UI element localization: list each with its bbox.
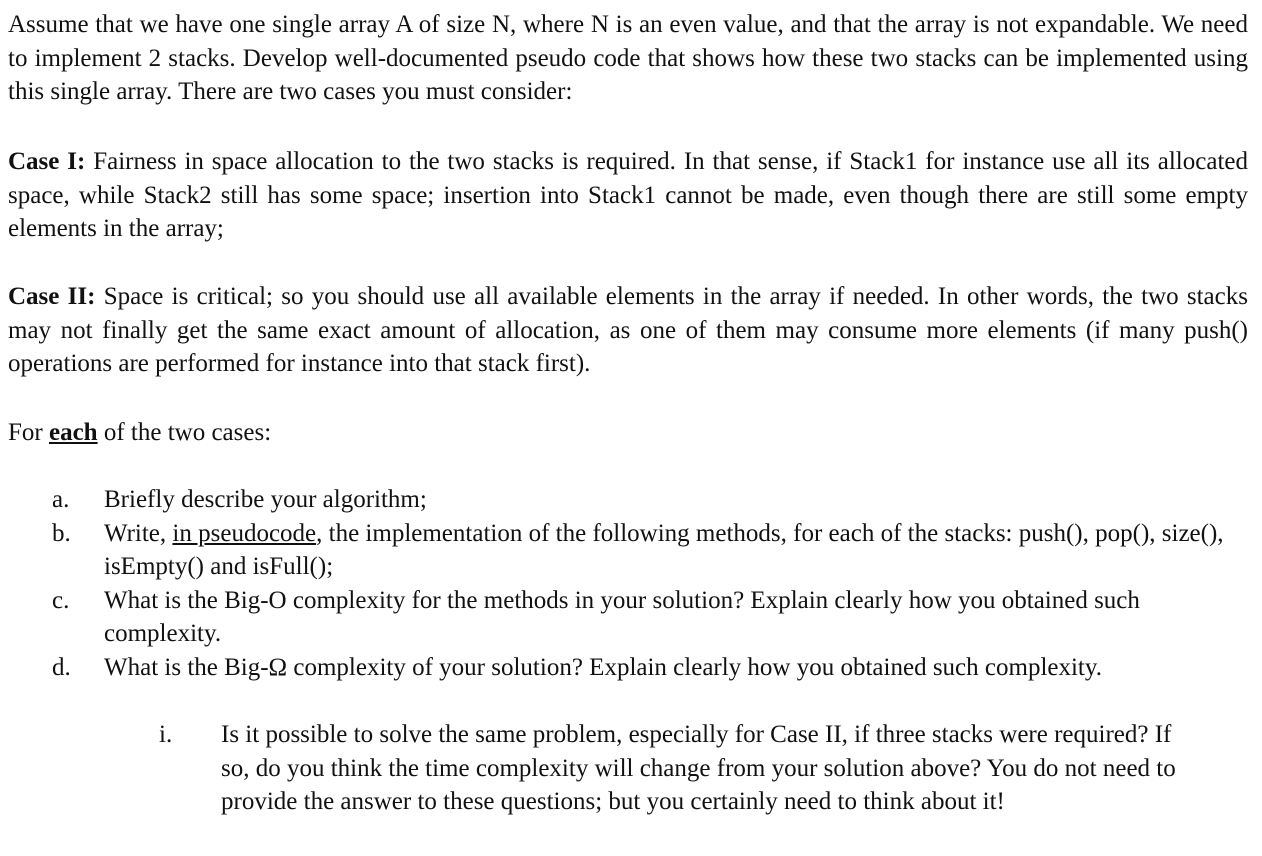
sub-question-marker: i. — [159, 721, 173, 748]
list-marker: a. — [52, 486, 70, 513]
case-1-paragraph — [8, 145, 1248, 246]
for-each-post: of the two cases: — [97, 419, 272, 446]
sub-question-text: Is it possible to solve the same problem, especially for Case II, if three stacks were required? If so, do you think the time complexity will change from your solution above? You do not need to provide the answer to these questions; but you certainly need to think about it! — [221, 721, 1176, 815]
list-item — [8, 651, 1248, 685]
list-item — [8, 483, 1248, 517]
case-2-text: Space is critical; so you should use all available elements in the array if needed. In other words, the two stacks may not finally get the same exact amount of allocation, as one of them may consume more elements (if many push() operations are performed for instance into that stack first). — [8, 283, 1248, 377]
case-2-paragraph — [8, 280, 1248, 381]
for-each-pre: For — [8, 419, 49, 446]
list-marker: b. — [52, 519, 71, 547]
list-marker: d. — [52, 653, 71, 681]
for-each-line — [8, 416, 1248, 450]
list-item-text: Briefly describe your algorithm; — [104, 486, 427, 513]
for-each-emphasis: each — [48, 419, 98, 446]
list-item-text: What is the Big-Ω complexity of your solution? Explain clearly how you obtained such complexity. — [104, 653, 1102, 681]
list-item — [8, 584, 1248, 651]
pseudocode-emphasis: in pseudocode — [172, 519, 317, 547]
list-item-text: What is the Big-O complexity for the methods in your solution? Explain clearly how you obtained such complexity. — [104, 586, 1140, 647]
list-item-text: Write, in pseudocode, the implementation of the following methods, for each of the stacks: push(), pop(), size(), isEmpty() and isFull(); — [104, 519, 1224, 580]
intro-paragraph: Assume that we have one single array A of size N, where N is an even value, and that the array is not expandable. We need to implement 2 stacks. Develop well-documented pseudo code that shows how these two stacks can be implemented using this single array. There are two cases you must consider: — [8, 11, 1248, 105]
list-item — [8, 517, 1248, 584]
question-list — [8, 483, 1248, 684]
list-marker: c. — [52, 586, 70, 614]
case-2-label: Case II: — [8, 283, 96, 310]
case-1-text: Fairness in space allocation to the two stacks is required. In that sense, if Stack1 for instance use all its allocated space, while Stack2 still has some space; insertion into Stack1 cannot be made, even though there are still some empty elements in the array; — [8, 148, 1248, 242]
case-1-label: Case I: — [8, 148, 86, 175]
